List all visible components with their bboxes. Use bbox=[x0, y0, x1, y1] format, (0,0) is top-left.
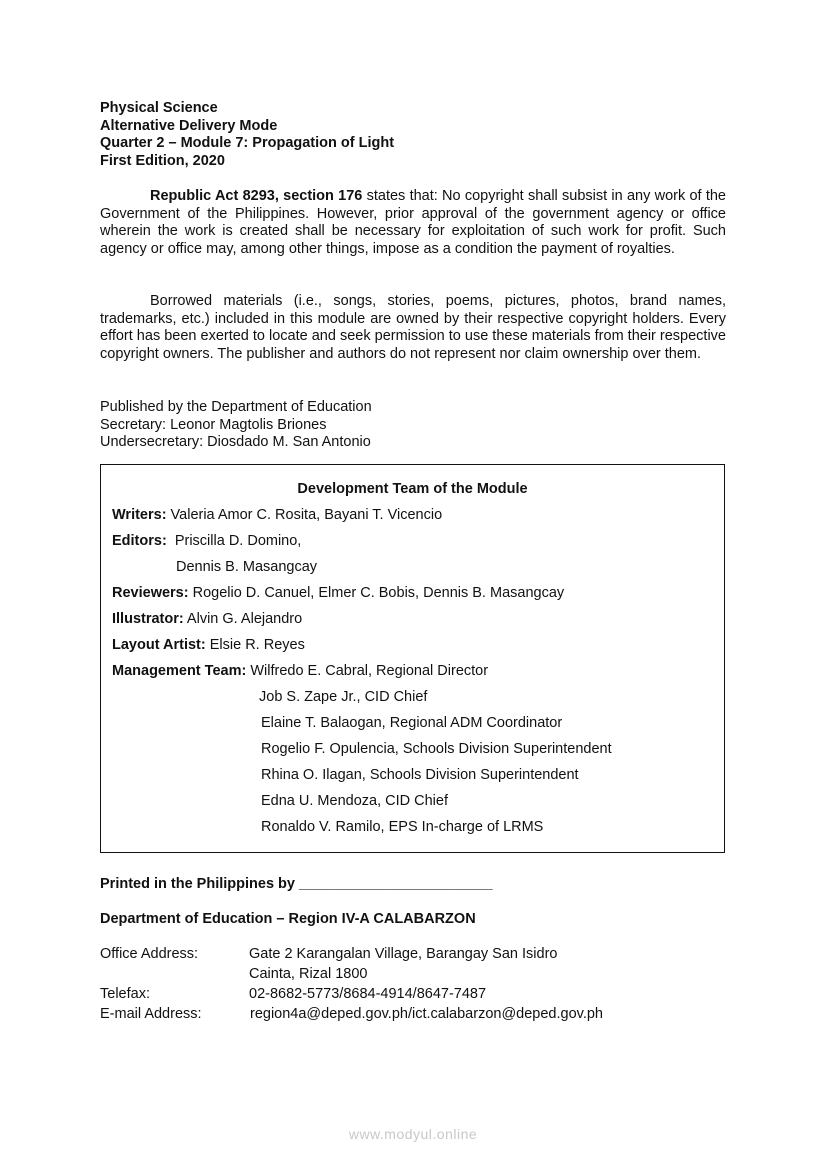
reviewers-label: Reviewers: bbox=[112, 585, 189, 601]
illustrator-label: Illustrator: bbox=[112, 611, 184, 627]
management-row bbox=[112, 663, 488, 679]
secretary: Secretary: Leonor Magtolis Briones bbox=[100, 416, 327, 433]
illustrator: Alvin G. Alejandro bbox=[183, 611, 303, 627]
module-title: Quarter 2 – Module 7: Propagation of Light bbox=[100, 135, 395, 152]
development-team-box bbox=[100, 464, 725, 853]
editors-row-2: Dennis B. Masangcay bbox=[176, 559, 318, 575]
management-member: Edna U. Mendoza, CID Chief bbox=[261, 793, 448, 809]
reviewers-row bbox=[112, 585, 564, 601]
editors: Priscilla D. Domino, bbox=[166, 533, 302, 549]
layout-artist-row bbox=[112, 637, 305, 653]
copyright-law: Republic Act 8293, section 176 bbox=[150, 188, 363, 204]
illustrator-row bbox=[112, 611, 302, 627]
management-member: Elaine T. Balaogan, Regional ADM Coordinator bbox=[261, 715, 563, 731]
copyright-paragraph bbox=[100, 188, 726, 258]
telefax: 02-8682-5773/8684-4914/8647-7487 bbox=[249, 986, 487, 1002]
publisher: Published by the Department of Education bbox=[100, 399, 372, 415]
management-label: Management Team: bbox=[112, 663, 247, 679]
email-label: E-mail Address: bbox=[100, 1006, 202, 1022]
borrowed-paragraph bbox=[100, 293, 726, 363]
office-address-line2: Cainta, Rizal 1800 bbox=[249, 966, 368, 982]
office-address-label: Office Address: bbox=[100, 946, 199, 962]
telefax-label: Telefax: bbox=[100, 986, 150, 1002]
module-header bbox=[100, 100, 394, 171]
layout-artist-label: Layout Artist: bbox=[112, 637, 206, 653]
borrowed-text: Borrowed materials (i.e., songs, stories, poems, pictures, photos, brand names, trademarks, etc.) included in this module are owned by their respective copyright holders. Every effort has been exerted to locate and seek permission to use these materials from their respective copyright owners. The publisher and authors do not represent nor claim ownership over them. bbox=[100, 293, 726, 362]
office-address-line1: Gate 2 Karangalan Village, Barangay San Isidro bbox=[249, 946, 558, 962]
management-member: Wilfredo E. Cabral, Regional Director bbox=[250, 663, 489, 679]
management-member: Job S. Zape Jr., CID Chief bbox=[259, 689, 428, 705]
writers-label: Writers: bbox=[112, 507, 167, 523]
region-office: Department of Education – Region IV-A CALABARZON bbox=[100, 911, 476, 927]
editors-label: Editors: bbox=[112, 533, 167, 549]
editors-row bbox=[112, 533, 301, 549]
writers-row bbox=[112, 507, 442, 523]
management-member: Rhina O. Ilagan, Schools Division Superintendent bbox=[261, 767, 579, 783]
copyright-text: states that: No copyright shall subsist in any work of the Government of the Philippines. However, prior approval of the government agency or office wherein the work is created shall be necessary for exploitation of such work for profit. Such agency or office may, among other things, impose as a condition the payment of royalties. bbox=[100, 188, 726, 257]
team-title: Development Team of the Module bbox=[297, 481, 528, 497]
email: region4a@deped.gov.ph/ict.calabarzon@deped.gov.ph bbox=[250, 1006, 603, 1022]
management-member: Rogelio F. Opulencia, Schools Division Superintendent bbox=[261, 741, 612, 757]
management-member: Ronaldo V. Ramilo, EPS In-charge of LRMS bbox=[261, 819, 544, 835]
reviewers: Rogelio D. Canuel, Elmer C. Bobis, Dennis B. Masangcay bbox=[188, 585, 565, 601]
writers: Valeria Amor C. Rosita, Bayani T. Vicencio bbox=[166, 507, 443, 523]
undersecretary: Undersecretary: Diosdado M. San Antonio bbox=[100, 434, 371, 451]
subject-title: Physical Science bbox=[100, 100, 218, 116]
edition: First Edition, 2020 bbox=[100, 153, 225, 170]
delivery-mode: Alternative Delivery Mode bbox=[100, 117, 278, 134]
layout-artist: Elsie R. Reyes bbox=[205, 637, 305, 653]
printed-by: Printed in the Philippines by ________________________ bbox=[100, 876, 493, 892]
publisher-info bbox=[100, 399, 372, 452]
watermark: www.modyul.online bbox=[348, 1126, 478, 1142]
